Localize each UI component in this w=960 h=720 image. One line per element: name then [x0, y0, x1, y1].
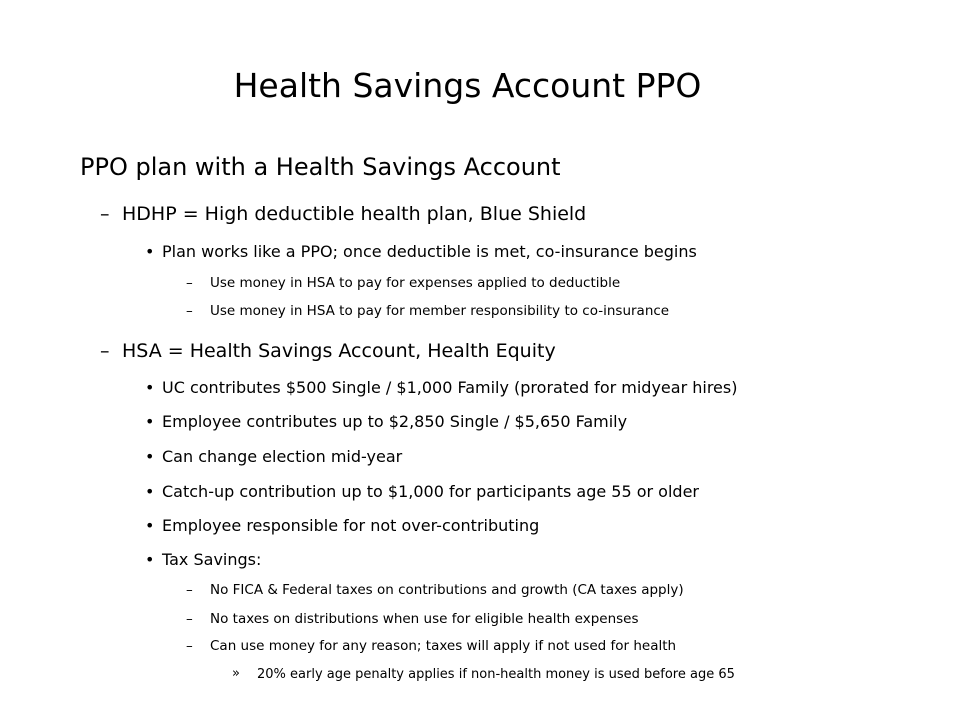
hsa-bullet-marker-2: •: [145, 412, 155, 431]
hdhp-sub-item-1: Use money in HSA to pay for expenses applied to deductible: [210, 275, 621, 291]
tax-marker-2: –: [186, 611, 193, 627]
hsa-bullet-marker-5: •: [145, 516, 155, 535]
hsa-bullet-marker-3: •: [145, 447, 155, 466]
hsa-text: HSA = Health Savings Account, Health Equity: [122, 340, 556, 362]
slide-title: Health Savings Account PPO: [233, 66, 702, 105]
tax-item-1: No FICA & Federal taxes on contributions and growth (CA taxes apply): [210, 582, 684, 598]
hdhp-bullet-marker: •: [145, 242, 155, 261]
tax-item-2: No taxes on distributions when use for eligible health expenses: [210, 611, 639, 627]
hsa-bullet-4: Catch-up contribution up to $1,000 for participants age 55 or older: [162, 482, 699, 501]
hsa-bullet-2: Employee contributes up to $2,850 Single / $5,650 Family: [162, 412, 628, 431]
hsa-bullet-3: Can change election mid-year: [162, 447, 403, 466]
tax-marker-1: –: [186, 582, 193, 598]
hsa-marker: –: [100, 340, 110, 362]
penalty-text: 20% early age penalty applies if non-health money is used before age 65: [257, 667, 735, 682]
hsa-bullet-marker-1: •: [145, 378, 155, 397]
hsa-bullet-6: Tax Savings:: [162, 550, 262, 569]
hsa-bullet-marker-6: •: [145, 550, 155, 569]
hsa-bullet-5: Employee responsible for not over-contributing: [162, 516, 540, 535]
main-heading: PPO plan with a Health Savings Account: [80, 153, 561, 181]
hdhp-bullet-text: Plan works like a PPO; once deductible is met, co-insurance begins: [162, 242, 697, 261]
hsa-bullet-1: UC contributes $500 Single / $1,000 Family (prorated for midyear hires): [162, 378, 738, 397]
hdhp-text: HDHP = High deductible health plan, Blue Shield: [122, 203, 587, 225]
hdhp-sub-marker-2: –: [186, 303, 193, 319]
tax-marker-3: –: [186, 638, 193, 654]
hdhp-sub-item-2: Use money in HSA to pay for member responsibility to co-insurance: [210, 303, 670, 319]
hsa-bullet-marker-4: •: [145, 482, 155, 501]
penalty-marker: »: [232, 666, 240, 681]
hdhp-marker: –: [100, 203, 110, 225]
hdhp-sub-marker-1: –: [186, 275, 193, 291]
tax-item-3: Can use money for any reason; taxes will apply if not used for health: [210, 638, 677, 654]
